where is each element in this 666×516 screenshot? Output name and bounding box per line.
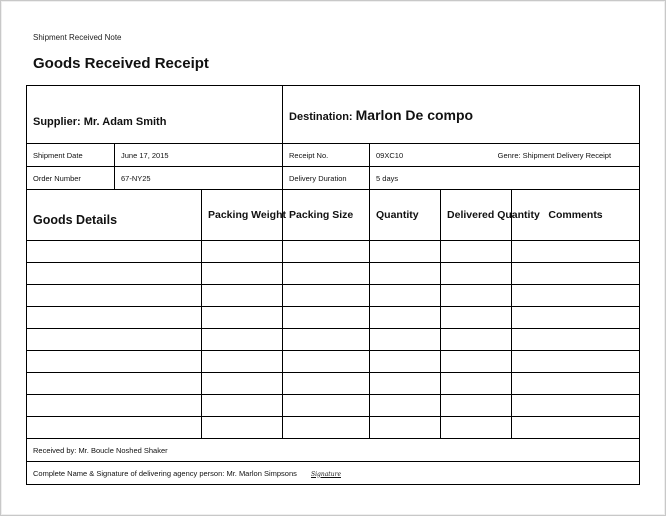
packing-size-cell[interactable] [283,351,370,373]
packing-weight-cell[interactable] [202,395,283,417]
table-row [27,351,640,373]
received-by-cell [27,439,640,462]
destination-label: Destination: [289,110,353,123]
goods-cell[interactable] [27,263,202,285]
comments-cell[interactable] [512,329,640,351]
delivered-quantity-cell[interactable] [441,351,512,373]
quantity-cell[interactable] [370,373,441,395]
order-number-label: Order Number [27,167,115,190]
packing-size-cell[interactable] [283,373,370,395]
quantity-cell[interactable] [370,417,441,439]
quantity-cell[interactable] [370,395,441,417]
packing-size-cell[interactable] [283,395,370,417]
comments-cell[interactable] [512,241,640,263]
complete-name-text: Complete Name & Signature of delivering agency person: Mr. Marlon Simpsons [33,468,297,478]
packing-weight-cell[interactable] [202,285,283,307]
comments-cell[interactable] [512,307,640,329]
receipt-no-cell [370,144,640,167]
packing-weight-cell[interactable] [202,307,283,329]
table-row [27,263,640,285]
table-row [27,241,640,263]
quantity-cell[interactable] [370,307,441,329]
packing-weight-cell[interactable] [202,329,283,351]
delivery-duration-label: Delivery Duration [283,167,370,190]
destination-cell [283,86,640,144]
comments-cell[interactable] [512,263,640,285]
goods-cell[interactable] [27,329,202,351]
receipt-no-value: 09XC10 [376,150,404,160]
comments-cell[interactable] [512,285,640,307]
order-number-value: 67-NY25 [115,167,283,190]
header-comments: Comments [512,190,640,241]
comments-cell[interactable] [512,351,640,373]
comments-cell[interactable] [512,417,640,439]
table-row [27,373,640,395]
comments-cell[interactable] [512,395,640,417]
quantity-cell[interactable] [370,263,441,285]
comments-cell[interactable] [512,373,640,395]
complete-name-cell [27,462,640,485]
packing-size-cell[interactable] [283,417,370,439]
packing-size-cell[interactable] [283,263,370,285]
received-by-text: Received by: Mr. Boucle Noshed Shaker [33,445,168,455]
goods-cell[interactable] [27,395,202,417]
packing-size-cell[interactable] [283,285,370,307]
header-quantity: Quantity [370,190,441,241]
shipment-date-value: June 17, 2015 [115,144,283,167]
supplier-cell [27,86,283,144]
packing-size-cell[interactable] [283,307,370,329]
delivery-duration-value: 5 days [370,167,640,190]
receipt-table [26,85,640,485]
goods-cell[interactable] [27,373,202,395]
destination-name: Marlon De compo [355,106,474,123]
delivered-quantity-cell[interactable] [441,373,512,395]
delivered-quantity-cell[interactable] [441,417,512,439]
header-packing-weight: Packing Weight [202,190,283,241]
quantity-cell[interactable] [370,241,441,263]
packing-weight-cell[interactable] [202,241,283,263]
shipment-date-label: Shipment Date [27,144,115,167]
page-title: Goods Received Receipt [33,55,209,72]
supplier-label: Supplier: Mr. Adam Smith [33,115,167,128]
packing-weight-cell[interactable] [202,351,283,373]
header-delivered-quantity: Delivered Quantity [441,190,512,241]
packing-weight-cell[interactable] [202,417,283,439]
delivered-quantity-cell[interactable] [441,395,512,417]
table-row [27,307,640,329]
delivered-quantity-cell[interactable] [441,241,512,263]
quantity-cell[interactable] [370,329,441,351]
delivered-quantity-cell[interactable] [441,329,512,351]
goods-cell[interactable] [27,285,202,307]
genre-text: Genre: Shipment Delivery Receipt [497,150,612,160]
quantity-cell[interactable] [370,285,441,307]
header-packing-size: Packing Size [283,190,370,241]
table-row [27,329,640,351]
table-row [27,285,640,307]
delivered-quantity-cell[interactable] [441,285,512,307]
packing-size-cell[interactable] [283,241,370,263]
goods-cell[interactable] [27,417,202,439]
packing-weight-cell[interactable] [202,373,283,395]
receipt-no-label: Receipt No. [283,144,370,167]
quantity-cell[interactable] [370,351,441,373]
shipment-note-label: Shipment Received Note [33,33,122,42]
table-row [27,395,640,417]
header-goods-details: Goods Details [27,190,202,241]
goods-cell[interactable] [27,241,202,263]
signature-mark: Signature [310,470,341,478]
packing-size-cell[interactable] [283,329,370,351]
delivered-quantity-cell[interactable] [441,263,512,285]
goods-cell[interactable] [27,307,202,329]
table-row [27,417,640,439]
delivered-quantity-cell[interactable] [441,307,512,329]
goods-cell[interactable] [27,351,202,373]
packing-weight-cell[interactable] [202,263,283,285]
